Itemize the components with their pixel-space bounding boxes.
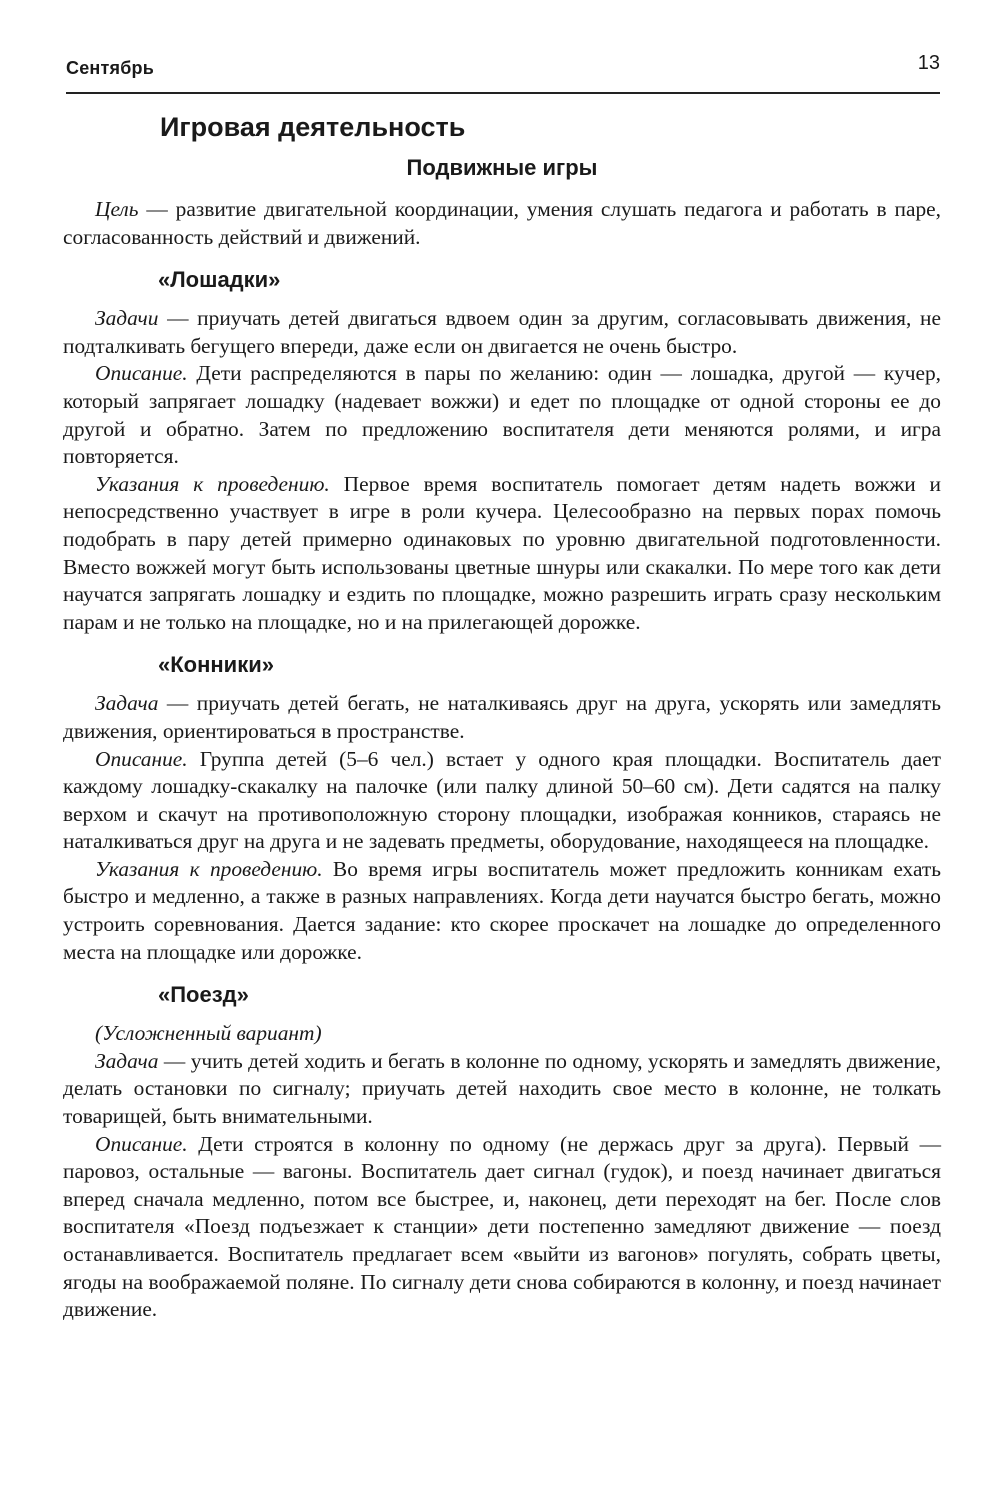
paragraph-text: Дети распределяются в пары по желанию: один — лошадка, другой — кучер, который запрягает лошадку (надевает вожжи) и едет по площадке от одной стороны ее до другой и обратно. Затем по предложению воспитателя дети меняются ролями, и игра повторяется. — [63, 361, 941, 469]
paragraph-text: Первое время воспитатель помогает детям надеть вожжи и непосредственно участвует в игре в роли кучера. Целесообразно на первых порах помочь подобрать в пару детей примерно одинаковых по уровню двигательной подготовленности. Вместо вожжей могут быть использованы цветные шнуры или скакалки. По мере того как дети научатся запрягать лошадку и ездить по площадке, можно разрешить играть сразу нескольким парам и не только на площадке, но и на прилегающей дорожке. — [63, 471, 941, 634]
game-paragraph — [63, 305, 941, 360]
chapter-title: Игровая деятельность — [160, 112, 466, 142]
page-body — [63, 108, 941, 1324]
game-paragraph — [63, 690, 941, 745]
paragraph-text: — учить детей ходить и бегать в колонне по одному, ускорять и замедлять движение, делать остановки по сигналу; приучать детей находить свое место в колонне, не толкать товарищей, быть внимательными. — [63, 1048, 941, 1129]
intro-paragraph — [63, 196, 941, 251]
game-title-poezd: «Поезд» — [158, 982, 249, 1008]
paragraph-text: — приучать детей бегать, не наталкиваясь друг на друга, ускорять или замедлять движения, ориентироваться в пространстве. — [63, 691, 941, 743]
game-paragraph — [63, 856, 941, 966]
running-header — [66, 52, 940, 94]
game-title-konniki: «Конники» — [158, 652, 274, 678]
paragraph-text: — приучать детей двигаться вдвоем один за другим, согласовывать движения, не подталкивать бегущего впереди, даже если он двигается не очень быстро. — [63, 306, 941, 358]
game-variant: (Усложненный вариант) — [95, 1021, 322, 1046]
game-paragraph — [63, 360, 941, 470]
paragraph-text: Дети строятся в колонну по одному (не держась друг за друга). Первый — паровоз, остальные — вагоны. Воспитатель дает сигнал (гудок), и поезд начинает двигаться вперед сначала медленно, потом все быстрее, и, наконец, дети переходят на бег. После слов воспитателя «Поезд подъезжает к станции» дети постепенно замедляют движение — поезд останавливается. Воспитатель предлагает всем «выйти из вагонов» погулять, собрать цветы, ягоды на воображаемой поляне. По сигналу дети снова собираются в колонну, и поезд начинает движение. — [63, 1131, 941, 1322]
intro-text: — развитие двигательной координации, умения слушать педагога и работать в паре, согласованность действий и движений. — [63, 197, 941, 249]
game-title-loshadki: «Лошадки» — [158, 267, 281, 293]
paragraph-text: Во время игры воспитатель может предложить конникам ехать быстро и медленно, а также в разных направлениях. Когда дети научатся быстро бегать, можно устроить соревнования. Дается задание: кто скорее проскачет на лошадке до определенного места на площадке или дорожке. — [63, 856, 941, 964]
paragraph-lead: Указания к проведению. — [95, 856, 323, 881]
paragraph-lead: Описание. — [95, 1131, 188, 1156]
game-paragraph — [63, 1131, 941, 1324]
paragraph-lead: Указания к проведению. — [95, 471, 330, 496]
paragraph-lead: Задачи — [95, 306, 159, 331]
game-paragraph — [63, 1048, 941, 1131]
paragraph-text: Группа детей (5–6 чел.) встает у одного края площадки. Воспитатель дает каждому лошадку-скакалку на палочке (или палку длиной 50–60 см). Дети садятся на палку верхом и скачут на противоположную сторону площадки, изображая конников, стараясь не наталкиваться друг на друга и не задевать предметы, оборудование, находящееся на площадке. — [63, 746, 941, 854]
game-paragraph — [63, 471, 941, 637]
paragraph-lead: Задача — [95, 691, 159, 716]
game-paragraph — [63, 746, 941, 856]
section-title: Сентябрь — [66, 58, 154, 78]
paragraph-lead: Описание. — [95, 746, 188, 771]
section-subtitle: Подвижные игры — [406, 155, 598, 180]
intro-lead: Цель — [95, 197, 139, 221]
page-number: 13 — [917, 52, 940, 74]
paragraph-lead: Описание. — [95, 361, 188, 386]
paragraph-lead: Задача — [95, 1048, 159, 1073]
